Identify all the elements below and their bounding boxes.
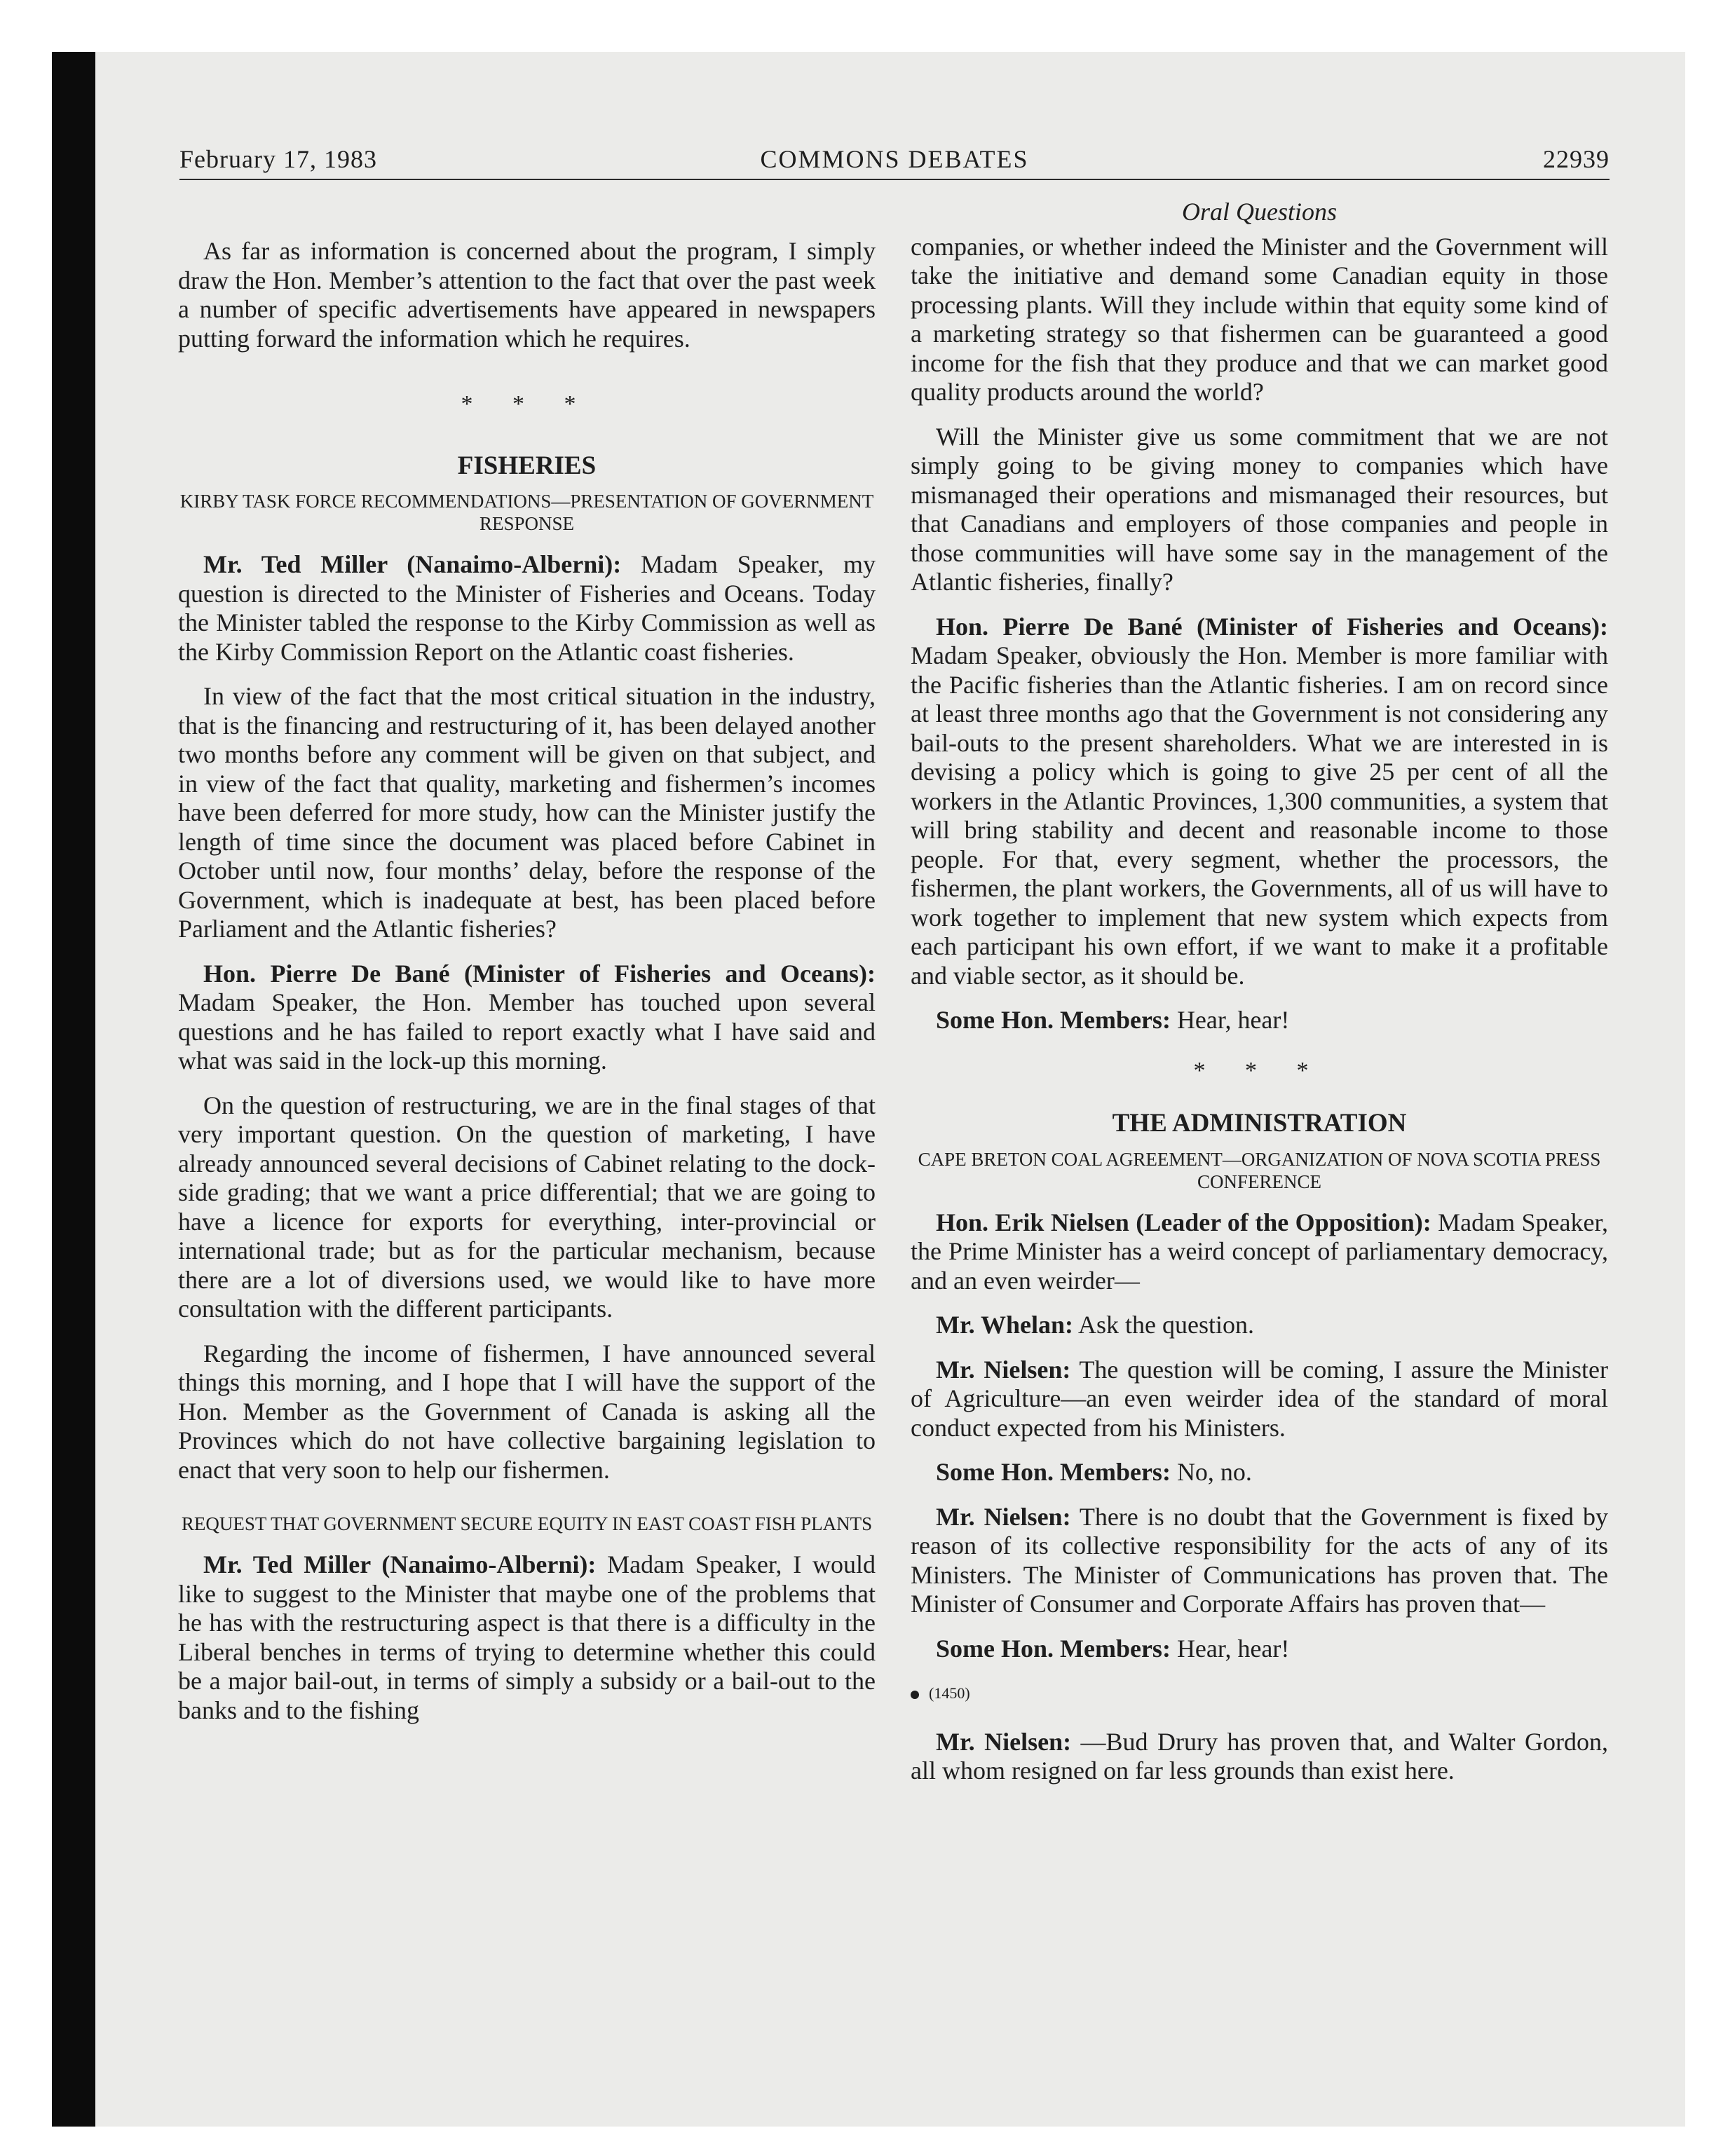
paragraph: companies, or whether indeed the Minister and the Government will take the initiative and demand some Canadian equity in those processing plants. Will they include within that equity some kind of a marketing strategy so that fishermen can be guaranteed a good income for the fish that they produce and that we can market good quality products around the world?	[911, 232, 1608, 406]
speech	[911, 1006, 1608, 1035]
page-header	[179, 144, 1610, 179]
speech-text: Ask the question.	[1073, 1311, 1255, 1339]
running-head: Oral Questions	[1181, 198, 1337, 226]
speech-text: There is no doubt that the Government is fixed by reason of its collective responsibility for the acts of any of its Ministers. The Minister of Communications has proven that. The Minister of Consumer and Corporate Affairs has proven that—	[911, 1502, 1608, 1618]
speech-text: Hear, hear!	[1170, 1634, 1290, 1663]
speech	[911, 1635, 1608, 1664]
speech-text: No, no.	[1170, 1458, 1252, 1486]
right-column	[911, 198, 1608, 1801]
speech-text: Madam Speaker, the Prime Minister has a weird concept of parliamentary democracy, and an even weirder—	[911, 1208, 1608, 1295]
speech	[911, 613, 1608, 991]
header-rule	[179, 179, 1610, 180]
speaker-name: Hon. Pierre De Bané (Minister of Fisheries and Oceans):	[203, 959, 876, 988]
left-column	[178, 237, 876, 1740]
speaker-name: Some Hon. Members:	[936, 1006, 1171, 1034]
section-separator: * * *	[1193, 1057, 1326, 1084]
speech	[911, 1356, 1608, 1443]
speech	[911, 1208, 1608, 1296]
speaker-name: Mr. Nielsen:	[936, 1727, 1072, 1756]
speaker-name: Mr. Ted Miller (Nanaimo-Alberni):	[203, 550, 622, 578]
speech	[911, 1458, 1608, 1487]
speech-text: —Bud Drury has proven that, and Walter Gordon, all whom resigned on far less grounds than exist here.	[911, 1727, 1608, 1785]
speaker-name: Mr. Whelan:	[936, 1311, 1074, 1339]
paragraph: Will the Minister give us some commitment that we are not simply going to be giving money to companies which have mismanaged their operations and mismanaged their resources, but that Canadians and employers of those companies and people in those communities will have some say in the management of the Atlantic fisheries, finally?	[911, 422, 1608, 596]
speaker-name: Some Hon. Members:	[936, 1458, 1171, 1486]
header-date: February 17, 1983	[179, 145, 377, 173]
speaker-name: Some Hon. Members:	[936, 1634, 1171, 1663]
speech	[178, 550, 876, 667]
bullet-icon	[911, 1691, 919, 1699]
speaker-name: Hon. Pierre De Bané (Minister of Fisheries and Oceans):	[936, 612, 1608, 641]
section-separator: * * *	[461, 391, 593, 417]
binding-edge	[52, 52, 95, 2127]
speech-text: The question will be coming, I assure the Minister of Agriculture—an even weirder idea of the standard of moral conduct expected from his Ministers.	[911, 1355, 1609, 1442]
speech	[911, 1311, 1608, 1340]
speech-text: Madam Speaker, I would like to suggest to the Minister that maybe one of the problems that he has with the restructuring aspect is that there is a difficulty in the Liberal benches in terms of trying to determine whether this could be a major bail-out, in terms of simply a subsidy or a bail-out to the banks and to the fishing	[178, 1550, 876, 1724]
subheading: CAPE BRETON COAL AGREEMENT—ORGANIZATION OF NOVA SCOTIA PRESS CONFERENCE	[918, 1148, 1601, 1192]
speaker-name: Mr. Ted Miller (Nanaimo-Alberni):	[203, 1550, 597, 1578]
speech	[911, 1728, 1608, 1786]
paragraph: As far as information is concerned about the program, I simply draw the Hon. Member’s attention to the fact that over the past week a number of specific advertisements have appeared in newspapers putting forward the information which he requires.	[178, 237, 876, 353]
speech-text: Madam Speaker, obviously the Hon. Member is more familiar with the Pacific fisheries than the Atlantic fisheries. I am on record since at least three months ago that the Government is not considering any bail-outs to the present shareholders. What we are interested in is devising a policy which is going to give 25 per cent of all the workers in the Atlantic Provinces, 1,300 communities, a system that will bring stability and decent and reasonable income to those people. For that, every segment, whether the processors, the fishermen, the plant workers, the Governments, all of us will have to work together to implement that new system which expects from each participant his own effort, if we want to make it a profitable and viable sector, as it should be.	[911, 641, 1608, 990]
timestamp-text: (1450)	[929, 1684, 970, 1702]
paragraph: In view of the fact that the most critical situation in the industry, that is the financing and restructuring of it, has been delayed another two months before any comment will be given on that subject, and in view of the fact that quality, marketing and fishermen’s incomes have been deferred for more study, how can the Minister justify the length of time since the document was placed before Cabinet in October until now, four months’ delay, before the response of the Government, which is inadequate at best, has been placed before Parliament and the Atlantic fisheries?	[178, 682, 876, 943]
paragraph: On the question of restructuring, we are in the final stages of that very important question. On the question of marketing, I have already announced several decisions of Cabinet relating to the dock-side grading; that we want a price differential; that we are going to have a licence for exports for everything, inter-provincial or international trade; but as for the particular mechanism, because there are a lot of diversions used, we would like to have more consultation with the different participants.	[178, 1091, 876, 1323]
subheading: KIRBY TASK FORCE RECOMMENDATIONS—PRESENTATION OF GOVERNMENT RESPONSE	[179, 491, 874, 534]
speaker-name: Mr. Nielsen:	[936, 1355, 1071, 1384]
speech	[911, 1503, 1608, 1619]
section-title: THE ADMINISTRATION	[1112, 1109, 1407, 1138]
speech-text: Hear, hear!	[1170, 1006, 1290, 1034]
speech-text: Madam Speaker, my question is directed to the Minister of Fisheries and Oceans. Today the Minister tabled the response to the Kirby Commission as well as the Kirby Commission Report on the Atlantic coast fisheries.	[178, 550, 876, 666]
speaker-name: Mr. Nielsen:	[936, 1502, 1071, 1531]
speech-text: Madam Speaker, the Hon. Member has touched upon several questions and he has failed to report exactly what I have said and what was said in the lock-up this morning.	[178, 988, 876, 1074]
speaker-name: Hon. Erik Nielsen (Leader of the Opposition):	[936, 1208, 1431, 1236]
speech	[178, 960, 876, 1076]
header-publication: COMMONS DEBATES	[760, 145, 1029, 173]
section-title: FISHERIES	[457, 451, 597, 480]
speech	[178, 1550, 876, 1725]
timestamp	[911, 1679, 1608, 1708]
subheading: REQUEST THAT GOVERNMENT SECURE EQUITY IN EAST COAST FISH PLANTS	[181, 1513, 873, 1534]
paragraph: Regarding the income of fishermen, I have announced several things this morning, and I hope that I will have the support of the Hon. Member as the Government of Canada is asking all the Provinces which do not have collective bargaining legislation to enact that very soon to help our fishermen.	[178, 1339, 876, 1484]
header-page-number: 22939	[1543, 145, 1610, 173]
